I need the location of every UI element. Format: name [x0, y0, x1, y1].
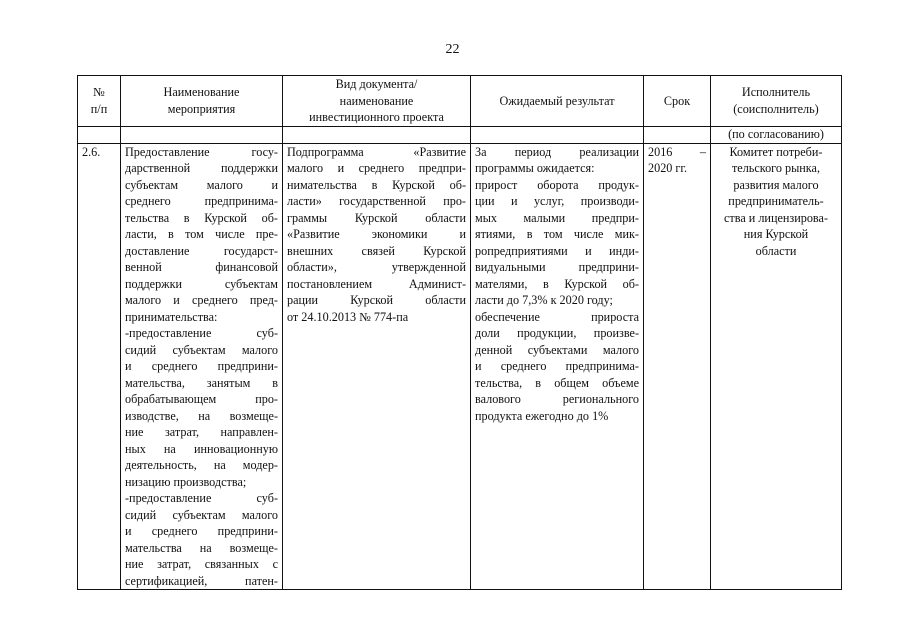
header-executor-line: (соисполнитель) [733, 101, 819, 116]
note-cell-empty [471, 126, 644, 143]
header-name-line: Наименование [163, 85, 240, 100]
cell-text-line: ции и услуг, производи- [475, 194, 639, 208]
header-doc-line: наименование [339, 93, 414, 108]
header-doc-line: инвестиционного проекта [309, 110, 444, 124]
cell-text-line: ние затрат, связанных с [125, 557, 278, 571]
cell-text-line: валового регионального [475, 392, 639, 406]
header-executor-line: Исполнитель [741, 85, 811, 100]
cell-text-line: 2016 – [648, 144, 706, 159]
cell-text-line: ства и лицензирова- [724, 210, 828, 225]
cell-text-line: нимательства в Курской об- [287, 177, 466, 192]
measure-name-cell [121, 143, 283, 590]
cell-text-line: ропредприятиями и инди- [475, 243, 639, 258]
header-number [78, 76, 121, 127]
cell-text-line: тельства, в общем объеме [475, 375, 639, 390]
cell-text-line: мательства, занятым в [125, 375, 278, 390]
executor-cell [711, 143, 842, 590]
header-document-type [283, 76, 471, 127]
cell-text-line: поддержки субъектам [125, 276, 278, 291]
cell-text-line: «Развитие экономики и [287, 227, 466, 241]
cell-text-line: мателями, в Курской об- [475, 276, 639, 291]
cell-text-line: тельского рынка, [731, 161, 820, 175]
header-number-line: п/п [90, 101, 108, 116]
cell-text-line: предприниматель- [728, 194, 824, 208]
note-cell-executor: (по согласованию) [711, 126, 842, 143]
cell-text-line: и среднего предприни- [125, 524, 278, 538]
cell-text-line: денной субъектами малого [475, 342, 639, 357]
cell-text-line: и среднего предприни- [125, 359, 278, 373]
table-row [78, 143, 842, 590]
cell-text-line: Комитет потреби- [729, 144, 823, 159]
header-term [644, 76, 711, 127]
note-cell-empty [121, 126, 283, 143]
header-executor [711, 76, 842, 127]
cell-text-line: За период реализации [475, 144, 639, 159]
cell-text-line: сидий субъектам малого [125, 342, 278, 357]
cell-text-line: рации Курской области [287, 293, 466, 307]
cell-text-line: дарственной поддержки [125, 161, 278, 175]
cell-text-line: от 24.10.2013 № 774-па [287, 309, 409, 324]
cell-text-line: Предоставление госу- [125, 144, 278, 159]
cell-text-line: ния Курской [743, 227, 809, 241]
cell-text-line: деятельность, на модер- [125, 458, 278, 472]
cell-text-line: развития малого [733, 177, 819, 192]
cell-text-line: ласти» государственной про- [287, 194, 466, 208]
cell-text-line: венной финансовой [125, 260, 278, 274]
cell-text-line: мательства на возмеще- [125, 540, 278, 555]
cell-text-line: принимательства: [125, 309, 218, 324]
cell-text-line: ных на инновационную [125, 441, 278, 456]
term-cell [644, 143, 711, 590]
cell-text-line: доли продукции, произве- [475, 326, 639, 340]
cell-text-line: изводстве, на возмеще- [125, 408, 278, 423]
cell-text-line: сертификацией, патен- [125, 573, 278, 588]
cell-text-line: обеспечение прироста [475, 309, 639, 324]
table-header-row [78, 76, 842, 127]
header-result-line: Ожидаемый результат [499, 93, 615, 108]
cell-text-line: области», утвержденной [287, 260, 466, 274]
cell-text-line: -предоставление суб- [125, 491, 278, 505]
header-term-line: Срок [663, 93, 691, 108]
expected-result-cell [471, 143, 644, 590]
header-number-line: № [93, 85, 105, 100]
cell-text-line: -предоставление суб- [125, 326, 278, 340]
cell-text-line: продукта ежегодно до 1% [475, 408, 609, 423]
cell-text-line: мых малыми предпри- [475, 210, 639, 225]
note-cell-empty [78, 126, 121, 143]
cell-text-line: граммы Курской области [287, 210, 466, 225]
cell-text-line: ятиями, в том числе мик- [475, 227, 639, 241]
cell-text-line: обрабатывающем про- [125, 392, 278, 406]
header-doc-line: Вид документа/ [335, 77, 418, 91]
cell-text-line: ласти, в том числе пре- [125, 227, 278, 241]
note-row [78, 126, 842, 143]
cell-text-line: 2020 гг. [648, 161, 688, 175]
cell-text-line: видуальными предприни- [475, 260, 639, 274]
header-measure-name [121, 76, 283, 127]
cell-text-line: сидий субъектам малого [125, 507, 278, 522]
cell-text-line: низацию производства; [125, 474, 247, 489]
cell-text-line: внешних связей Курской [287, 243, 466, 258]
cell-text-line: Подпрограмма «Развитие [287, 144, 466, 159]
cell-text-line: области [755, 243, 797, 258]
cell-text-line: прирост оборота продук- [475, 177, 639, 192]
measures-table [77, 75, 842, 590]
document-cell [283, 143, 471, 590]
cell-text-line: постановлением Админист- [287, 276, 466, 291]
header-name-line: мероприятия [167, 101, 236, 116]
note-cell-empty [644, 126, 711, 143]
cell-text-line: ласти до 7,3% к 2020 году; [475, 293, 613, 307]
cell-text-line: ние затрат, направлен- [125, 425, 278, 439]
header-expected-result [471, 76, 644, 127]
page-number: 22 [445, 42, 460, 57]
cell-text-line: среднего предпринима- [125, 194, 278, 208]
cell-text-line: и среднего предпринима- [475, 359, 639, 373]
cell-text-line: малого и среднего предпри- [287, 161, 466, 175]
cell-text-line: тельства в Курской об- [125, 210, 278, 225]
cell-text-line: программы ожидается: [475, 161, 595, 175]
row-number: 2.6. [78, 143, 121, 590]
cell-text-line: доставление государст- [125, 243, 278, 258]
note-cell-empty [283, 126, 471, 143]
cell-text-line: малого и среднего пред- [125, 293, 278, 307]
cell-text-line: субъектам малого и [125, 177, 278, 192]
